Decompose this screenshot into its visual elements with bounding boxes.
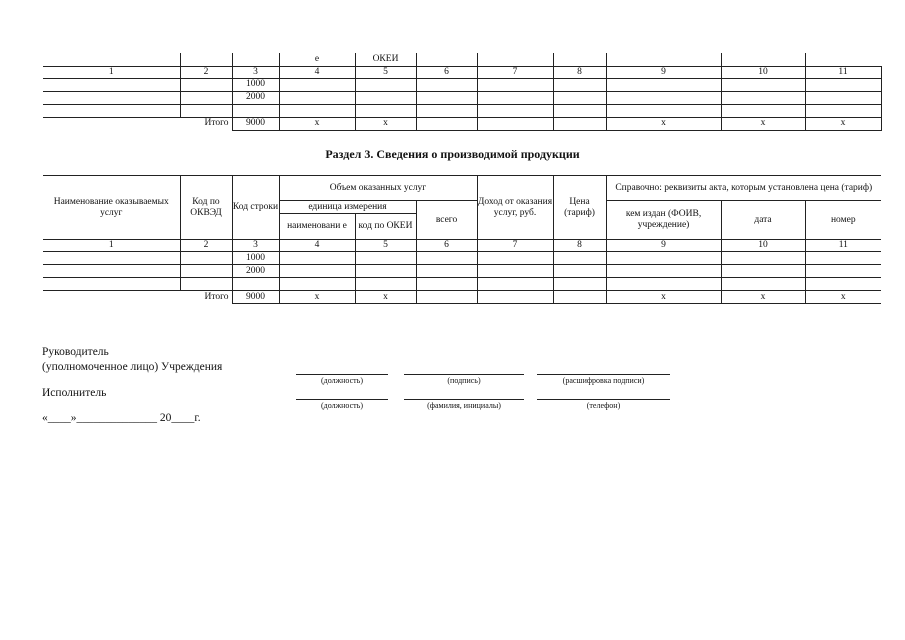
total-row <box>43 291 881 304</box>
row-code <box>232 278 279 291</box>
table-row <box>43 78 881 91</box>
row-code: 2000 <box>232 91 279 104</box>
col-number: 5 <box>355 66 416 78</box>
header-price: Цена (тариф) <box>553 176 606 240</box>
row-code: 1000 <box>232 78 279 91</box>
total-cell: x <box>355 117 416 130</box>
head-label: Руководитель <box>42 346 109 358</box>
total-cell: x <box>355 291 416 304</box>
col-number: 6 <box>416 240 477 252</box>
head-signature-line <box>404 374 524 375</box>
header-date: дата <box>721 201 805 240</box>
col-number: 3 <box>232 240 279 252</box>
exec-name-line <box>404 399 524 400</box>
total-cell: x <box>279 291 355 304</box>
total-row <box>43 117 881 130</box>
header-total: всего <box>416 201 477 240</box>
header-service-name: Наименование оказываемых услуг <box>43 176 180 240</box>
col-number: 8 <box>553 240 606 252</box>
header-unit-name: наименовани е <box>279 214 355 240</box>
head-position-caption: (должность) <box>321 376 363 385</box>
header-income: Доход от оказания услуг, руб. <box>477 176 553 240</box>
total-cell: x <box>279 117 355 130</box>
header-volume: Объем оказанных услуг <box>279 176 477 201</box>
col-number: 11 <box>805 66 881 78</box>
header-unit-okei: код по ОКЕИ <box>355 214 416 240</box>
table-row <box>43 104 881 117</box>
total-cell: x <box>721 117 805 130</box>
col-number: 1 <box>43 240 180 252</box>
total-cell: x <box>805 291 881 304</box>
header-reference: Справочно: реквизиты акта, которым установлена цена (тариф) <box>606 176 881 201</box>
exec-phone-line <box>537 399 670 400</box>
total-cell: x <box>721 291 805 304</box>
header-row-code: Код строки <box>232 176 279 240</box>
col-number: 1 <box>43 66 180 78</box>
table-row <box>43 278 881 291</box>
exec-position-caption: (должность) <box>321 401 363 410</box>
header-okved: Код по ОКВЭД <box>180 176 232 240</box>
column-number-row <box>43 66 881 78</box>
total-cell: x <box>805 117 881 130</box>
col-number: 10 <box>721 66 805 78</box>
row-code: 1000 <box>232 252 279 265</box>
head-position-line <box>296 374 388 375</box>
col-number: 9 <box>606 66 721 78</box>
total-label: Итого <box>43 291 232 304</box>
col-number: 4 <box>279 66 355 78</box>
col-number: 11 <box>805 240 881 252</box>
executor-label: Исполнитель <box>42 387 107 399</box>
head-signature-caption: (подпись) <box>447 376 481 385</box>
col-number: 10 <box>721 240 805 252</box>
exec-phone-caption: (телефон) <box>586 401 621 410</box>
total-cell: x <box>606 117 721 130</box>
row-code: 2000 <box>232 265 279 278</box>
col-number: 8 <box>553 66 606 78</box>
total-label: Итого <box>43 117 232 130</box>
exec-name-caption: (фамилия, инициалы) <box>427 401 501 410</box>
col-number: 6 <box>416 66 477 78</box>
col-number: 2 <box>180 240 232 252</box>
header-unit: единица измерения <box>279 201 416 214</box>
table-row <box>43 252 881 265</box>
section-3-title: Раздел 3. Сведения о производимой продукции <box>325 147 580 161</box>
head-decoding-line <box>537 374 670 375</box>
table-header-tail-row <box>43 53 881 66</box>
header-cell: е <box>279 53 355 66</box>
header-cell: ОКЕИ <box>355 53 416 66</box>
col-number: 9 <box>606 240 721 252</box>
col-number: 7 <box>477 240 553 252</box>
col-number: 3 <box>232 66 279 78</box>
table-section-2 <box>43 53 882 131</box>
total-cell: x <box>606 291 721 304</box>
row-code <box>232 104 279 117</box>
col-number: 5 <box>355 240 416 252</box>
head-label-2: (уполномоченное лицо) Учреждения <box>42 361 223 373</box>
head-decoding-caption: (расшифровка подписи) <box>562 376 645 385</box>
table-row <box>43 91 881 104</box>
header-issued-by: кем издан (ФОИВ, учреждение) <box>606 201 721 240</box>
table-section-3 <box>43 175 881 304</box>
col-number: 7 <box>477 66 553 78</box>
total-code: 9000 <box>232 117 279 130</box>
col-number: 4 <box>279 240 355 252</box>
column-number-row <box>43 240 881 252</box>
col-number: 2 <box>180 66 232 78</box>
exec-position-line <box>296 399 388 400</box>
total-code: 9000 <box>232 291 279 304</box>
date-line: «____»______________ 20____г. <box>42 412 201 424</box>
table-row <box>43 265 881 278</box>
header-number: номер <box>805 201 881 240</box>
